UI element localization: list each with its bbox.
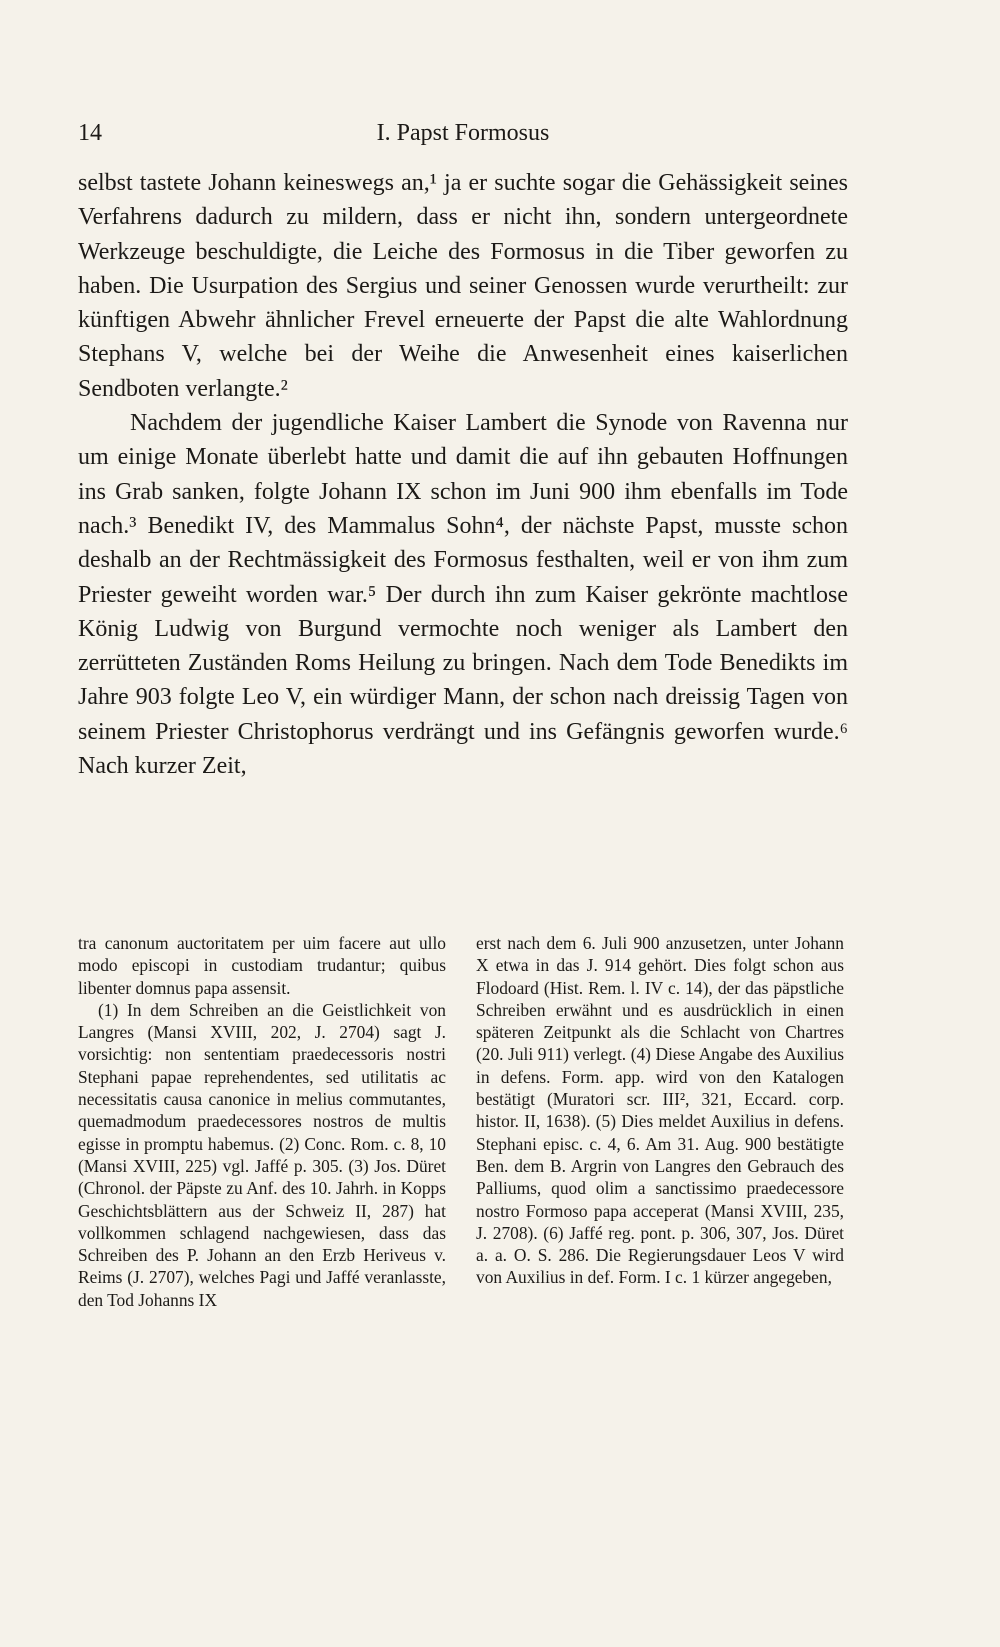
footnotes-left-column [78, 932, 446, 1311]
footnotes-1-3: (1) In dem Schreiben an die Geistlichkeit von Langres (Mansi XVIII, 202, J. 2704) sagt J. vorsichtig: non sententiam praedecessoris nostri Stephani papae reprehendentes, sed utilitatis ac necessitatis causa canonice in melius commutantes, quemadmodum praedecessores nostros de multis egisse in promptu habemus. (2) Conc. Rom. c. 8, 10 (Mansi XVIII, 225) vgl. Jaffé p. 305. (3) Jos. Düret (Chronol. der Päpste zu Anf. des 10. Jahrh. in Kopps Geschichtsblättern aus der Schweiz II, 287) hat vollkommen schlagend nachgewiesen, dass das Schreiben des P. Johann an den Erzb Heriveus v. Reims (J. 2707), welches Pagi und Jaffé veranlasste, den Tod Johanns IX [78, 999, 446, 1310]
footnote-continuation: tra canonum auctoritatem per uim facere aut ullo modo episcopi in custodiam trudantur; quibus libenter domnus papa assensit. [78, 933, 446, 998]
running-head: I. Papst Formosus [376, 120, 550, 146]
footnotes-3-6: erst nach dem 6. Juli 900 anzusetzen, unter Johann X etwa in das J. 914 gehört. Dies folgt schon aus Flodoard (Hist. Rem. l. IV c. 14), der das päpstliche Schreiben erwähnt und es ausdrücklich in einen späteren Zeitpunkt als die Schlacht von Chartres (20. Juli 911) verlegt. (4) Diese Angabe des Auxilius in defens. Form. app. wird von den Katalogen bestätigt (Muratori scr. III², 321, Eccard. corp. histor. II, 1638). (5) Dies meldet Auxilius in defens. Stephani episc. c. 4, 6. Am 31. Aug. 900 bestätigte Ben. dem B. Argrin von Langres den Gebrauch des Palliums, quod olim a sanctissimo praedecessore nostro Formoso papa acceperat (Mansi XVIII, 235, J. 2708). (6) Jaffé reg. pont. p. 306, 307, Jos. Düret a. a. O. S. 286. Die Regierungsdauer Leos V wird von Auxilius in def. Form. I c. 1 kürzer angegeben, [476, 933, 844, 1288]
footnotes-right-column [476, 932, 844, 1289]
main-paragraph-1: selbst tastete Johann keineswegs an,¹ ja er suchte sogar die Gehässigkeit seines Verfahrens dadurch zu mildern, dass er nicht ihn, sondern untergeordnete Werkzeuge beschuldigte, die Leiche des Formosus in die Tiber geworfen zu haben. Die Usurpation des Sergius und seiner Genossen wurde verurtheilt: zur künftigen Abwehr ähnlicher Frevel erneuerte der Papst die alte Wahlordnung Stephans V, welche bei der Weihe die Anwesenheit eines kaiserlichen Sendboten verlangte.² [78, 170, 848, 402]
page-number: 14 [78, 120, 102, 146]
main-text [78, 166, 848, 783]
main-paragraph-2: Nachdem der jugendliche Kaiser Lambert die Synode von Ravenna nur um einige Monate überlebt hatte und damit die auf ihn gebauten Hoffnungen ins Grab sanken, folgte Johann IX schon im Juni 900 ihm ebenfalls im Tode nach.³ Benedikt IV, des Mammalus Sohn⁴, der nächste Papst, musste schon deshalb an der Rechtmässigkeit des Formosus festhalten, weil er von ihm zum Priester geweiht worden war.⁵ Der durch ihn zum Kaiser gekrönte machtlose König Ludwig von Burgund vermochte noch weniger als Lambert den zerrütteten Zuständen Roms Heilung zu bringen. Nach dem Tode Benedikts im Jahre 903 folgte Leo V, ein würdiger Mann, der schon nach dreissig Tagen von seinem Priester Christophorus verdrängt und ins Gefängnis geworfen wurde.⁶ Nach kurzer Zeit, [78, 410, 848, 780]
page-header [78, 120, 848, 154]
